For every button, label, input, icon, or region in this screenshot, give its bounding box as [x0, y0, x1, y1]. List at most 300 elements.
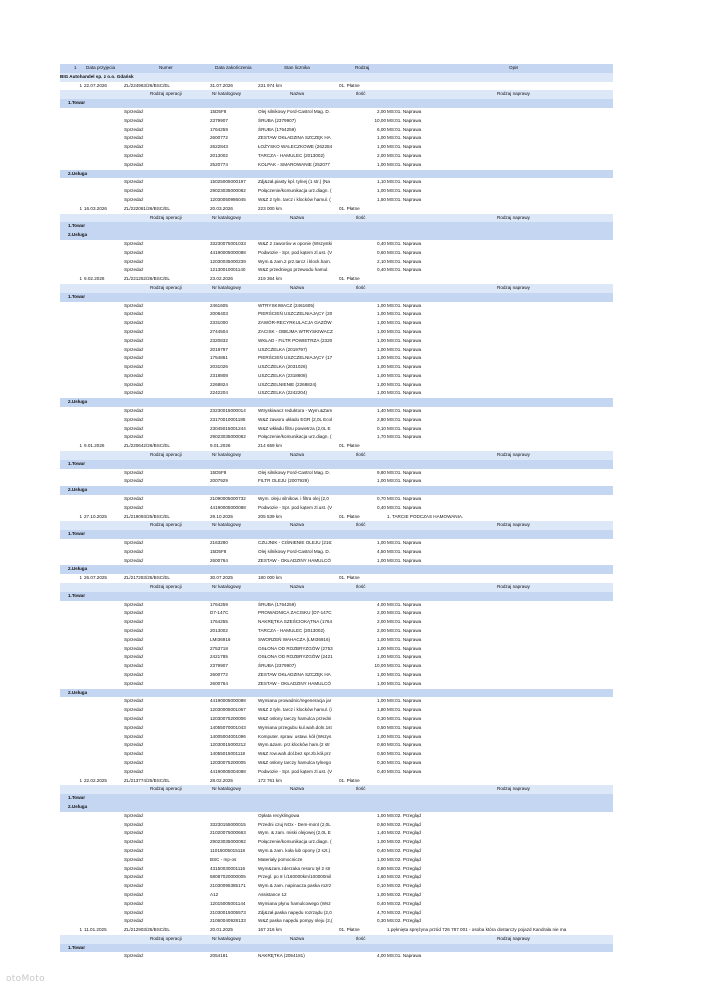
item-catalog-number: 2007929 [210, 478, 228, 484]
item-catalog-number: 1754861 [210, 355, 228, 361]
item-quantity: 1,00 [377, 311, 386, 317]
item-repair-kind: MS:01. Naprawa [387, 355, 422, 361]
item-repair-kind: MS:01. Naprawa [387, 654, 422, 660]
item-operation: Sprzedaż [124, 469, 144, 475]
item-row [60, 759, 613, 768]
item-name: ZACISK - OBEJMA WTRYSKIWACZ [258, 328, 333, 334]
item-operation: Sprzedaż [124, 425, 144, 431]
item-quantity: 1,00 [377, 135, 386, 141]
item-name: Wym. & zam. miski olejowej (2,0L E [258, 830, 331, 836]
subheader-repair-kind: Rodzaj naprawy [497, 786, 530, 792]
item-operation: Sprzedaż [124, 408, 144, 414]
subheader-qty: Ilość [356, 786, 366, 792]
order-end-date: 20.01.2025 [210, 927, 233, 933]
item-operation: Sprzedaż [124, 390, 144, 396]
item-quantity: 0,10 [377, 883, 386, 889]
item-repair-kind: MS:02. Przegląd [387, 891, 421, 897]
item-row [60, 909, 613, 918]
item-repair-kind: MS:01. Naprawa [387, 496, 422, 502]
item-catalog-number: 14055015001118 [210, 751, 246, 757]
items-subheader-row [60, 90, 613, 99]
item-repair-kind: MS:01. Naprawa [387, 645, 422, 651]
subheader-catalog: Nr katalogowy [212, 584, 242, 590]
item-operation: Sprzedaż [124, 724, 144, 730]
item-catalog-number: 44190005000088 [210, 698, 246, 704]
item-catalog-number: 2268824 [210, 381, 228, 387]
towar-section-label: 1.Towar [68, 100, 86, 106]
item-row [60, 266, 613, 275]
item-operation: Sprzedaż [124, 874, 144, 880]
item-quantity: 1,40 [377, 830, 386, 836]
subheader-operation: Rodzaj operacji [150, 91, 182, 97]
item-catalog-number: 2461605 [210, 302, 228, 308]
item-repair-kind: MS:01. Naprawa [387, 636, 422, 642]
item-operation: Sprzedaż [124, 900, 144, 906]
item-catalog-number: 44190005000088 [210, 249, 246, 255]
item-operation: Sprzedaż [124, 302, 144, 308]
item-catalog-number: 12030050986045 [210, 196, 246, 202]
item-row [60, 609, 613, 618]
item-name: Wym&zam.zderzaka resoru tył 2 str [258, 865, 331, 871]
item-name: W&Z paska napędu pompy oleju (2,( [258, 918, 333, 924]
usluga-section-row [60, 803, 613, 812]
item-name: W&Z 2 tyln. tarcz i klocków hamul. ( [258, 196, 331, 202]
order-row [60, 574, 613, 583]
item-quantity: 1,00 [377, 839, 386, 845]
item-repair-kind: MS:01. Naprawa [387, 434, 422, 440]
item-operation: Sprzedaż [124, 355, 144, 361]
subheader-catalog: Nr katalogowy [212, 214, 242, 220]
item-quantity: 1,50 [377, 196, 386, 202]
item-quantity: 1,00 [377, 733, 386, 739]
item-operation: Sprzedaż [124, 311, 144, 317]
item-name: ŚRUBA (1764259) [258, 601, 296, 607]
item-catalog-number: 2320832 [210, 337, 228, 343]
item-catalog-number: 2008403 [210, 311, 228, 317]
usluga-section-label: 2.Usługa [68, 170, 88, 176]
item-name: KOLPAK - SMAROWANIE (252077 [258, 161, 330, 167]
item-name: Materiały pomocnicze [258, 856, 303, 862]
usluga-section-label: 2.Usługa [68, 487, 88, 493]
item-name: Wymiana przegubu kul.wah.doln.1st [258, 724, 332, 730]
item-name: WKŁAD - FILTR POWIETRZA (2320 [258, 337, 333, 343]
item-quantity: 1,00 [377, 540, 386, 546]
item-repair-kind: MS:01. Naprawa [387, 504, 422, 510]
item-operation: Sprzedaż [124, 768, 144, 774]
item-row [60, 258, 613, 267]
order-odometer: 180 000 km [258, 575, 283, 581]
subheader-qty: Ilość [356, 522, 366, 528]
subheader-operation: Rodzaj operacji [150, 935, 182, 941]
item-catalog-number: 15D5F8 [210, 548, 227, 554]
item-name: Wym.& zam. koła lub opony (2 szt.) [258, 847, 331, 853]
item-operation: Sprzedaż [124, 557, 144, 563]
item-operation: Sprzedaż [124, 654, 144, 660]
item-repair-kind: MS:01. Naprawa [387, 628, 422, 633]
item-operation: Sprzedaż [124, 258, 144, 264]
item-name: USZCZELKA (2019797) [258, 346, 308, 352]
items-subheader-row [60, 785, 613, 794]
towar-section-row [60, 222, 613, 231]
item-catalog-number: 2744504 [210, 328, 228, 334]
item-repair-kind: MS:01. Naprawa [387, 249, 422, 255]
item-name: NAKRĘTKA (2054181) [258, 953, 305, 959]
item-row [60, 812, 613, 821]
item-repair-kind: MS:01. Naprawa [387, 425, 422, 431]
towar-section-row [60, 460, 613, 469]
item-quantity: 2,00 [377, 108, 386, 114]
item-quantity: 0,40 [377, 504, 386, 510]
item-operation: Sprzedaż [124, 821, 144, 827]
item-catalog-number: 33230155000015 [210, 821, 246, 827]
subheader-operation: Rodzaj operacji [150, 584, 182, 590]
item-repair-kind: MS:02. Przegląd [387, 812, 421, 818]
item-row [60, 126, 613, 135]
item-name: Komputer. spraw. ustaw. kół (Wszys [258, 733, 332, 739]
item-catalog-number: 2331000 [210, 320, 228, 326]
order-date: 22.07.2026 [84, 82, 107, 88]
item-repair-kind: MS:01. Naprawa [387, 557, 422, 563]
subheader-name: Nazwa [290, 452, 305, 458]
item-catalog-number: 21030015005573 [210, 909, 246, 915]
order-number: ZL/213774/25/BSC/EL [124, 777, 170, 783]
item-name: Połączenie/komunikacja urz.diagn. ( [258, 839, 332, 845]
item-repair-kind: MS:01. Naprawa [387, 715, 422, 721]
item-quantity: 9,80 [377, 469, 386, 475]
item-quantity: 0,50 [377, 821, 386, 827]
item-repair-kind: MS:01. Naprawa [387, 126, 422, 132]
item-catalog-number: 43150030001116 [210, 865, 246, 871]
item-quantity: 1,00 [377, 364, 386, 370]
item-repair-kind: MS:01. Naprawa [387, 759, 422, 765]
item-operation: Sprzedaż [124, 346, 144, 352]
order-description: 1. TARCIE PODCZAS HAMOWANIA. [387, 513, 464, 519]
item-repair-kind: MS:02. Przegląd [387, 909, 421, 915]
item-row [60, 134, 613, 143]
order-index: 1 [79, 927, 82, 933]
item-catalog-number: 44190005004088 [210, 768, 246, 774]
item-catalog-number: 12030075200006 [210, 715, 246, 721]
order-type: 01. Płatne [339, 443, 360, 449]
item-quantity: 2,00 [377, 152, 386, 158]
item-catalog-number: 12030035000239 [210, 258, 246, 264]
order-odometer: 231 974 km [258, 82, 283, 88]
item-catalog-number: 2421785 [210, 654, 228, 660]
watermark: otoMoto [6, 974, 45, 984]
order-end-date: 23.02.2026 [210, 276, 233, 282]
item-name: PIERŚCIEŃ USZCZELNIAJĄCY (20 [258, 311, 333, 317]
item-operation: Sprzedaż [124, 144, 144, 150]
item-repair-kind: MS:01. Naprawa [387, 372, 422, 378]
subheader-catalog: Nr katalogowy [212, 452, 242, 458]
item-catalog-number: 2600772 [210, 671, 228, 677]
item-quantity: 10,00 [374, 117, 386, 123]
item-repair-kind: MS:01. Naprawa [387, 768, 422, 774]
item-repair-kind: MS:01. Naprawa [387, 144, 422, 150]
towar-section-row [60, 99, 613, 108]
item-repair-kind: MS:01. Naprawa [387, 724, 422, 730]
item-catalog-number: 23045015001244 [210, 425, 246, 431]
item-row [60, 354, 613, 363]
item-operation: Sprzedaż [124, 715, 144, 721]
items-subheader-row [60, 214, 613, 223]
item-name: Podwozie - Spr. pod kątem zl.ust. (V [258, 249, 333, 255]
item-repair-kind: MS:01. Naprawa [387, 953, 422, 959]
order-end-date: 9.01.2026 [210, 443, 231, 449]
item-repair-kind: MS:01. Naprawa [387, 328, 422, 334]
order-row [60, 513, 613, 522]
item-name: Podwozie - Spr. pod kątem zl.ust. (V [258, 768, 333, 774]
order-row [60, 205, 613, 214]
item-quantity: 1,60 [377, 874, 386, 880]
item-repair-kind: MS:01. Naprawa [387, 188, 422, 194]
order-number: ZL/212903/25/BSC/EL [124, 927, 170, 933]
col-number-header: Numer [159, 65, 173, 70]
item-row [60, 750, 613, 759]
item-repair-kind: MS:01. Naprawa [387, 240, 422, 246]
item-row [60, 680, 613, 689]
item-catalog-number: 2013002 [210, 628, 228, 633]
order-date: 11.01.2025 [84, 927, 107, 933]
item-name: Wtryskiwacz reduktora - Wym.&Zam [258, 408, 333, 414]
order-odometer: 167 216 km [258, 927, 283, 933]
towar-section-label: 1.Towar [68, 293, 86, 299]
item-name: ZESTAW OKŁADZINA SZCZĘK HA [258, 671, 331, 677]
item-operation: Sprzedaż [124, 812, 144, 818]
item-row [60, 196, 613, 205]
towar-section-label: 1.Towar [68, 944, 86, 950]
item-quantity: 0,50 [377, 751, 386, 757]
usluga-section-label: 2.Usługa [68, 399, 88, 405]
item-quantity: 1,00 [377, 390, 386, 396]
subheader-operation: Rodzaj operacji [150, 214, 182, 220]
item-operation: Sprzedaż [124, 865, 144, 871]
subheader-qty: Ilość [356, 452, 366, 458]
item-operation: Sprzedaż [124, 610, 144, 616]
towar-section-row [60, 293, 613, 302]
towar-section-row [60, 530, 613, 539]
item-catalog-number: 1764259 [210, 126, 228, 132]
item-name: Wym. oleju silnikow. i filtra olej (2,0 [258, 496, 329, 502]
towar-section-label: 1.Towar [68, 460, 86, 466]
subheader-name: Nazwa [290, 786, 305, 792]
order-odometer: 223 000 km [258, 205, 283, 211]
item-operation: Sprzedaż [124, 372, 144, 378]
usluga-section-label: 2.Usługa [68, 232, 88, 238]
column-header-row [60, 64, 613, 73]
item-catalog-number: 1764259 [210, 601, 228, 607]
item-repair-kind: MS:01. Naprawa [387, 540, 422, 546]
order-index: 1 [79, 276, 82, 282]
order-type: 01. Płatne [339, 513, 360, 519]
item-operation: Sprzedaż [124, 663, 144, 669]
item-quantity: 1,00 [377, 478, 386, 484]
item-repair-kind: MS:02. Przegląd [387, 847, 421, 853]
item-operation: Sprzedaż [124, 601, 144, 607]
item-catalog-number: 15025005000197 [210, 179, 246, 185]
subheader-qty: Ilość [356, 214, 366, 220]
item-row [60, 856, 613, 865]
item-row [60, 302, 613, 311]
item-name: ZESTAW - OKŁADZINY HAMULCÓ [258, 680, 331, 686]
item-repair-kind: MS:01. Naprawa [387, 196, 422, 202]
subheader-qty: Ilość [356, 284, 366, 290]
item-quantity: 1,00 [377, 372, 386, 378]
item-quantity: 0,30 [377, 759, 386, 765]
item-catalog-number: 12030015000212 [210, 742, 246, 748]
item-name: Olej silnikowy Ford-Castrol Mag. D. [258, 108, 330, 114]
subheader-operation: Rodzaj operacji [150, 522, 182, 528]
usluga-section-label: 2.Usługa [68, 689, 88, 695]
item-repair-kind: MS:02. Przegląd [387, 918, 421, 924]
item-catalog-number: 2600764 [210, 557, 228, 563]
order-number: ZL/224963/26/BSC/EL [124, 82, 170, 88]
item-repair-kind: MS:01. Naprawa [387, 346, 422, 352]
item-row [60, 143, 613, 152]
item-operation: Sprzedaż [124, 267, 144, 273]
item-name: Wymiana prowadnic/regeneracja jar [258, 698, 332, 704]
item-repair-kind: MS:02. Przegląd [387, 830, 421, 836]
item-operation: Sprzedaż [124, 478, 144, 484]
item-operation: Sprzedaż [124, 548, 144, 554]
item-row [60, 724, 613, 733]
dealer-name: BIG Autohandel sp. z o.o. Gdańsk [60, 73, 134, 79]
item-row [60, 557, 613, 566]
item-name: SWORZEŃ WAHACZA (LMI36916) [258, 636, 331, 642]
item-repair-kind: MS:01. Naprawa [387, 469, 422, 475]
col-end-header: Data zakończenia [215, 65, 252, 70]
subheader-name: Nazwa [290, 522, 305, 528]
order-index: 1 [79, 513, 82, 519]
item-name: Assistance 12 [258, 891, 287, 897]
item-row [60, 319, 613, 328]
item-quantity: 0,30 [377, 715, 386, 721]
towar-section-row [60, 592, 613, 601]
order-number: ZL/220642/26/BSC/EL [124, 443, 170, 449]
item-quantity: 4,00 [377, 953, 386, 959]
item-operation: Sprzedaż [124, 416, 144, 422]
item-row [60, 865, 613, 874]
item-repair-kind: MS:01. Naprawa [387, 135, 422, 141]
item-repair-kind: MS:02. Przegląd [387, 883, 421, 889]
item-row [60, 407, 613, 416]
item-name: ŚRUBA (2379907) [258, 663, 296, 669]
order-index: 1 [79, 82, 82, 88]
order-row [60, 777, 613, 786]
item-catalog-number: 2600764 [210, 680, 228, 686]
item-repair-kind: MS:01. Naprawa [387, 390, 422, 396]
item-quantity: 1,00 [377, 645, 386, 651]
item-operation: Sprzedaż [124, 671, 144, 677]
item-repair-kind: MS:01. Naprawa [387, 601, 422, 607]
usluga-section-label: 2.Usługa [68, 803, 88, 809]
subheader-repair-kind: Rodzaj naprawy [497, 584, 530, 590]
item-quantity: 1,00 [377, 302, 386, 308]
item-catalog-number: 29023035000082 [210, 434, 246, 440]
item-operation: Sprzedaż [124, 707, 144, 713]
item-name: USZCZELKA (2318808) [258, 372, 308, 378]
item-row [60, 618, 613, 627]
order-type: 01. Płatne [339, 927, 360, 933]
item-quantity: 1,00 [377, 891, 386, 897]
usluga-section-row [60, 231, 613, 240]
order-type: 01. Płatne [339, 205, 360, 211]
item-quantity: 1,00 [377, 337, 386, 343]
item-catalog-number: 12030005001067 [210, 707, 246, 713]
item-quantity: 2,10 [377, 258, 386, 264]
item-operation: Sprzedaż [124, 540, 144, 546]
service-history-sheet [60, 64, 613, 961]
item-operation: Sprzedaż [124, 337, 144, 343]
item-operation: Sprzedaż [124, 434, 144, 440]
subheader-name: Nazwa [290, 91, 305, 97]
item-repair-kind: MS:01. Naprawa [387, 381, 422, 387]
usluga-section-label: 2.Usługa [68, 566, 88, 572]
item-name: NAKRĘTKA SZEŚCIOKĄTNA (1764 [258, 619, 333, 625]
order-row [60, 275, 613, 284]
item-name: USZCZELKA (2242204) [258, 390, 308, 396]
item-row [60, 425, 613, 434]
item-name: Olej silnikowy Ford-Castrol Mag. D. [258, 469, 330, 475]
item-repair-kind: MS:01. Naprawa [387, 733, 422, 739]
dealer-row [60, 73, 613, 82]
item-operation: Sprzedaż [124, 188, 144, 194]
subheader-name: Nazwa [290, 284, 305, 290]
item-catalog-number: 14005004001096 [210, 733, 246, 739]
item-repair-kind: MS:01. Naprawa [387, 478, 422, 484]
order-type: 01. Płatne [339, 575, 360, 581]
item-name: WTRYSKIWACZ (2461605) [258, 302, 315, 308]
item-row [60, 627, 613, 636]
item-row [60, 706, 613, 715]
item-name: ŁOŻYSKO WALECZKOWE (262284 [258, 144, 333, 150]
order-row [60, 926, 613, 935]
item-operation: Sprzedaż [124, 918, 144, 924]
item-quantity: 1,00 [377, 144, 386, 150]
item-operation: Sprzedaż [124, 856, 144, 862]
order-odometer: 205 539 km [258, 513, 283, 519]
subheader-operation: Rodzaj operacji [150, 786, 182, 792]
item-catalog-number: BSC - mp-os [210, 856, 237, 862]
item-name: FILTR OLEJU (2007929) [258, 478, 309, 484]
item-catalog-number: A12 [210, 891, 219, 897]
subheader-qty: Ilość [356, 935, 366, 941]
item-row [60, 117, 613, 126]
item-catalog-number: 2318808 [210, 372, 228, 378]
item-quantity: 2,00 [377, 610, 386, 616]
item-repair-kind: MS:01. Naprawa [387, 152, 422, 158]
item-name: PIERŚCIEŃ USZCZELNIAJĄCY (17 [258, 355, 333, 361]
order-number: ZL/217283/25/BSC/EL [124, 575, 170, 581]
item-catalog-number: 2520774 [210, 161, 228, 167]
item-operation: Sprzedaż [124, 628, 144, 633]
item-catalog-number: 1764255 [210, 619, 228, 625]
subheader-catalog: Nr katalogowy [212, 786, 242, 792]
item-row [60, 372, 613, 381]
item-repair-kind: MS:02. Przegląd [387, 821, 421, 827]
item-repair-kind: MS:01. Naprawa [387, 311, 422, 317]
subheader-catalog: Nr katalogowy [212, 91, 242, 97]
item-name: Połączenie/komunikacja urz.diagn. ( [258, 188, 332, 194]
item-catalog-number: 2163280 [210, 540, 228, 546]
towar-section-label: 1.Towar [68, 795, 86, 801]
item-quantity: 4,00 [377, 601, 386, 607]
item-row [60, 715, 613, 724]
item-row [60, 838, 613, 847]
item-name: ŚRUBA (2379907) [258, 117, 296, 123]
item-repair-kind: MS:01. Naprawa [387, 707, 422, 713]
item-operation: Sprzedaż [124, 108, 144, 114]
